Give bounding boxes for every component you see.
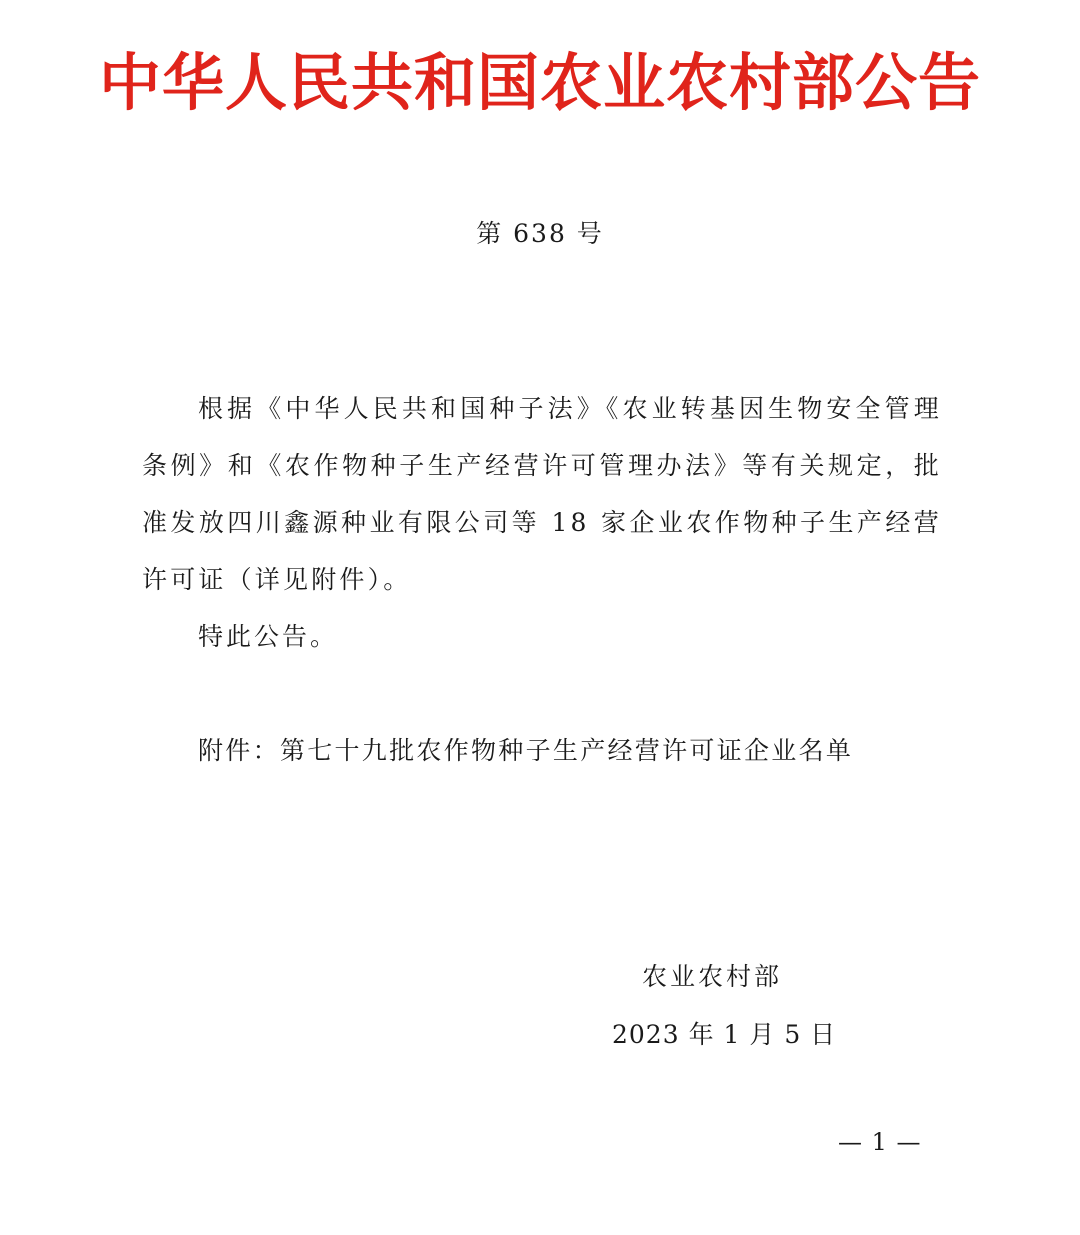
page-number: — 1 —: [838, 1128, 922, 1156]
document-number: 第 638 号: [476, 219, 604, 248]
closing-statement: 特此公告。: [198, 622, 339, 651]
issue-date: 2023 年 1 月 5 日: [612, 1020, 837, 1049]
attachment-note: 附件：第七十九批农作物种子生产经营许可证企业名单: [198, 736, 854, 765]
body-paragraph: 根据《中华人民共和国种子法》《农业转基因生物安全管理条例》和《农作物种子生产经营许可管理办法》等有关规定，批准发放四川鑫源种业有限公司等 18 家企业农作物种子生产经营许可证（详见附件）。: [142, 394, 942, 594]
issuer-signature: 农业农村部: [642, 962, 783, 991]
document-header-title: 中华人民共和国农业农村部公告: [98, 46, 981, 119]
